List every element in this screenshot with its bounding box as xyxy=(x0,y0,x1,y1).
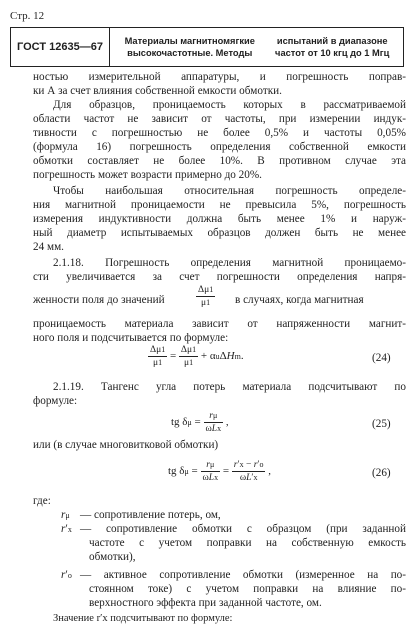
text-line: ния магнитной проницаемости не превысила 5%, погрешность xyxy=(33,199,406,211)
text-line: ки А за счет влияния собственной емкости обмотки. xyxy=(33,85,282,97)
text-line: формуле: xyxy=(33,395,78,407)
text-line: измерения индуктивности должна быть менее 1% и наруж- xyxy=(33,213,406,225)
text-line: Для образцов, проницаемость которых в рассматриваемой xyxy=(53,99,406,111)
text-line: тивности с погрешностью не более 0,5% и частоты 0,05% xyxy=(33,127,406,139)
equation-number: (25) xyxy=(372,418,391,430)
definition-line: — сопротивление потерь, ом, xyxy=(80,509,221,521)
text-line: сти увеличивается за счет погрешности определения напря- xyxy=(33,271,406,283)
text-line: ного поля и подсчитывается по формуле: xyxy=(33,332,229,344)
equation-number: (26) xyxy=(372,467,391,479)
text-line: обмотки составляет не более 10%. В противном случае эта xyxy=(33,155,406,167)
text-line: Значение r′x подсчитывают по формуле: xyxy=(53,613,233,624)
text-line: ностью измерительной аппаратуры, и погрешность поправ- xyxy=(33,71,406,83)
text-line: погрешность может возрасти примерно до 20%. xyxy=(33,169,262,181)
text-line: женности поля до значений xyxy=(33,294,165,306)
title-line-1: Материалы магнитномягкие высокочастотные. Методы xyxy=(124,36,255,58)
definition-line: частоте с учетом поправки на собственную емкость xyxy=(89,537,406,549)
text-line: 2.1.18. Погрешность определения магнитной проницаемо- xyxy=(53,257,406,269)
equation-24: $\frac{\Delta\mu 1}{\mu 1}$ = $\frac{\Delta\mu 1}{\mu 1}$ + αuΔHm. xyxy=(150,345,244,368)
text-line: проницаемость материала зависит от напряженности магнит- xyxy=(33,318,406,330)
standard-title xyxy=(110,28,403,66)
text-line: 2.1.19. Тангенс угла потерь материала подсчитывают по xyxy=(53,381,406,393)
definition-line: — сопротивление обмотки с образцом (при заданной xyxy=(80,523,406,535)
equation-number: (24) xyxy=(372,352,391,364)
equation-26: tg δμ = $\frac{r\mu}{\text{ωLx}}$ = $\frac{r'x - r'o}{\omega L'x}$ , xyxy=(168,460,271,483)
text-line: где: xyxy=(33,495,51,507)
page-number: Стр. 12 xyxy=(10,10,45,22)
text-line: (формула 16) погрешность определения собственной емкости xyxy=(33,141,406,153)
text-line: 24 мм. xyxy=(33,241,64,253)
title-line-2: испытаний в диапазоне частот от 10 кгц до 1 Мгц xyxy=(275,36,390,58)
definition-line: обмотки), xyxy=(89,551,136,563)
definition-line: верхностного эффекта при заданной частоте, ом. xyxy=(89,597,322,609)
text-line: ный диаметр испытываемых образцов должен быть не менее xyxy=(33,227,406,239)
equation-25: tg δμ = $\frac{r\mu}{\text{ωLx}}$ , xyxy=(171,411,229,434)
text-line: или (в случае многовитковой обмотки) xyxy=(33,439,219,451)
text-line: в случаях, когда магнитная xyxy=(235,294,364,306)
standard-code: ГОСТ 12635—67 xyxy=(11,28,110,66)
text-line: Чтобы наибольшая относительная погрешность определе- xyxy=(53,185,406,197)
document-header xyxy=(10,27,404,67)
text-line: области частот не зависит от частоты, при измерении индук- xyxy=(33,113,406,125)
definition-line: стоянном токе) с учетом поправки на влияние по- xyxy=(89,583,406,595)
inline-fraction: $\frac{\Delta\mu 1}{\mu 1}$ xyxy=(198,285,214,308)
definition-line: — активное сопротивление обмотки (измеренное на по- xyxy=(80,569,406,581)
